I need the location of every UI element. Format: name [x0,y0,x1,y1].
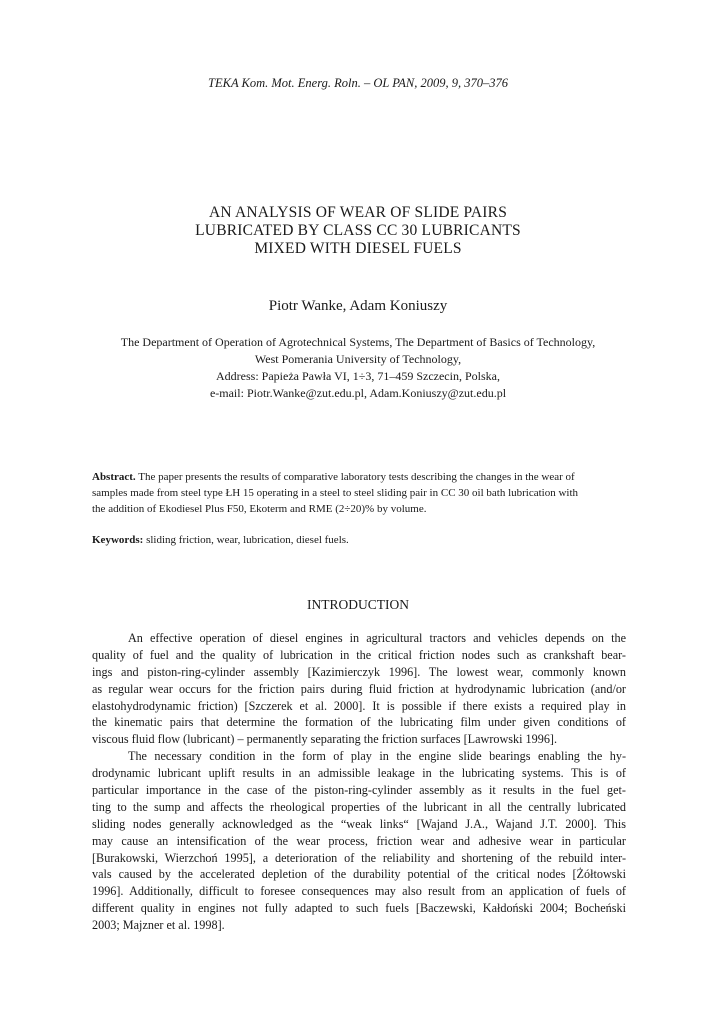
paragraph-line: sliding nodes generally acknowledged as the “weak links“ [Wajand J.A., Wajand J.T. 2000]. This [92,816,626,831]
paragraph-line: viscous fluid flow (lubricant) – permanently separating the friction surfaces [Lawrowski 1996]. [92,732,558,747]
section-heading: INTRODUCTION [307,597,409,612]
abstract-label: Abstract. [92,471,136,483]
paragraph-line: as regular wear occurs for the friction pairs during fluid friction at hydrodynamic lubrication (and/or [92,681,626,696]
paragraph-line: An effective operation of diesel engines in agricultural tractors and vehicles depends on the [128,631,626,645]
paragraph-line: 2003; Majzner et al. 1998]. [92,918,225,933]
keywords-label: Keywords: [92,534,144,546]
paragraph-line: [Burakowski, Wierzchoń 1995], a deterioration of the reliability and shortening of the rebuild inter- [92,850,626,865]
journal-reference: TEKA Kom. Mot. Energ. Roln. – OL PAN, 2009, 9, 370–376 [208,76,508,90]
paragraph-line: elastohydrodynamic friction) [Szczerek et al. 2000]. It is possible if there exists a required play in [92,698,626,713]
paragraph-line: may cause an intensification of the wear process, friction wear and adhesive wear in particular [92,833,626,848]
affiliation-line: West Pomerania University of Technology, [254,352,462,366]
keywords-text: sliding friction, wear, lubrication, diesel fuels. [143,534,349,546]
paragraph-line: particular importance in the case of the piston-ring-cylinder assembly as it results in the fuel get- [92,783,626,798]
body-text [92,630,626,934]
abstract-line: the addition of Ekodiesel Plus F50, Ekoterm and RME (2÷20)% by volume. [92,503,427,515]
paragraph-line: vals caused by the accelerated depletion of the durability potential of the critical nodes [Żółtowski [92,867,626,882]
paragraph-line: the kinematic pairs that determine the formation of the lubricating film under given conditions of [92,715,626,730]
affiliation-line: Address: Papieża Pawła VI, 1÷3, 71–459 Szczecin, Polska, [216,369,500,383]
paragraph-line: ings and piston-ring-cylinder assembly [Kazimierczyk 1996]. The lowest wear, commonly known [92,664,626,679]
title-line: MIXED WITH DIESEL FUELS [254,240,462,257]
affiliation-line: e-mail: Piotr.Wanke@zut.edu.pl, Adam.Koniuszy@zut.edu.pl [209,386,507,400]
authors: Piotr Wanke, Adam Koniuszy [268,298,448,314]
paragraph-line: 1996]. Additionally, difficult to foresee consequences may also result from an application of fuels of [92,884,626,899]
abstract-line [92,469,626,485]
title-line: LUBRICATED BY CLASS CC 30 LUBRICANTS [195,222,521,239]
abstract [92,469,626,517]
abstract-line: samples made from steel type ŁH 15 operating in a steel to steel sliding pair in CC 30 oil bath lubrication with [92,487,579,499]
paper-title [100,204,616,258]
abstract-text: The paper presents the results of comparative laboratory tests describing the changes in the wear of [135,471,575,483]
affiliation [60,334,656,402]
paragraph-line: ting to the sump and affects the rheological properties of the lubricant in all the centrally lubricated [92,799,626,814]
paragraph-line: quality of fuel and the quality of lubrication in the critical friction nodes such as crankshaft bear- [92,647,626,662]
keywords [92,532,626,548]
affiliation-line: The Department of Operation of Agrotechnical Systems, The Department of Basics of Technology, [120,335,596,349]
paragraph-line: different quality in engines not fully adapted to such fuels [Baczewski, Kałdoński 2004; Bocheński [92,901,626,916]
title-line: AN ANALYSIS OF WEAR OF SLIDE PAIRS [208,204,508,221]
paragraph-line: The necessary condition in the form of play in the engine slide bearings enabling the hy- [128,749,626,764]
paragraph-line: drodynamic lubricant uplift results in an admissible leakage in the lubricating systems. This is of [92,766,626,781]
